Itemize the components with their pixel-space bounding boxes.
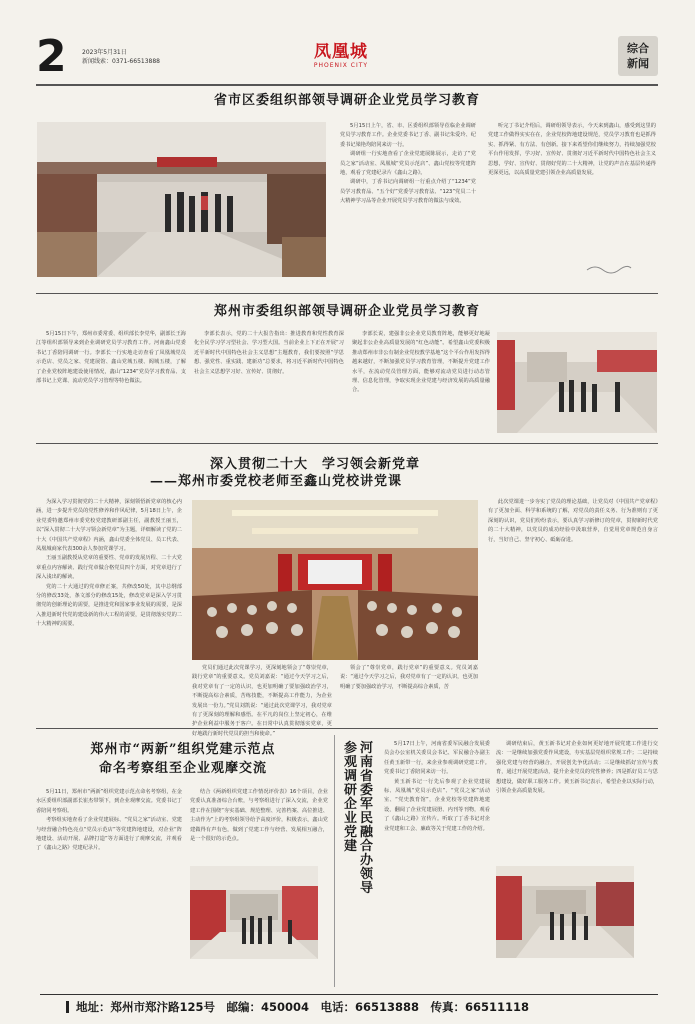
article-1-text-col2 <box>488 122 656 262</box>
divider-3 <box>36 728 658 729</box>
article-4-title-line1: 郑州市“两新”组织党建示范点 <box>90 742 276 757</box>
phoenix-city-logo <box>298 42 384 69</box>
column-divider <box>334 735 335 987</box>
article-3-para1: 为深入学习贯彻党的二十大精神，深刻领悟新党章的核心内涵，进一步提升党员的党性修养和作风纪律，5月18日上午，企业党委特邀郑州市委党校党建教研部副主任，副教授王丽玉，以“深入贯彻二十大学习领会新党章”为主题，详细解读了党的二十大《中国共产党章程》内涵，鑫山党委全体党员、员工代表、凤凰城商家代表300余人参加党课学习。 <box>36 499 182 553</box>
article-2-para1: 5月15日下午，郑州市委常委、组织部长李党华，副部长王海江等组织部领导来到企业调研党员学习教育工作。河南鑫山党委书记丁香陪同调研一行。李部长一行实地走访查看了凤凰城党员示范店、党员之家、党建展馆、鑫山党城五楼、阁城五楼，了解了企业党校阵地建设使用情况，鑫山“1234”党员学习教育品、支部书记上党课、流动党员学习管理等特色做法。 <box>36 331 186 385</box>
article-5-para3: 调研结束后，黄玉新书记对企业如何更好地开展党建工作进行交流：一是继续加强党委作风建设，夯实基层党组织常规工作；二是持续强化党建与经营的融合，开展创先争优活动；三是继续抓好宣传与教育，通过开展党建活动，提升企业党员的党性修养；四是抓好员工与思想建设，做好职工服务工作。黄玉新书记表示，希望企业以实际行动，引领企业高质量发展。 <box>496 741 658 795</box>
article-3-title-line1: 深入贯彻二十大 学习领会新党章 <box>210 457 421 472</box>
article-3-para2: 王丽玉副教授从党章的重要性、党章的发展历程、二十大党章重点内容解读、践行党章做合格党员四个方面，对党章进行了深入浅出的解读。 <box>36 555 182 581</box>
article-4-para3: 结合《两新组织党建工作情况评价表》16个项目，企业党委认真准备综合台账，与考察组进行了深入交流，企业党建工作在围绕“夯实基础、规范整理、完善档案、高位推进、主动作为”上的考察组领导给予高度评价，积极表示，鑫山党建做得有声有色，做到了党建工作与经营、发展相互融合，是一个很好的示范点。 <box>190 789 328 843</box>
footer-bar <box>66 1001 69 1013</box>
article-1-photo <box>37 122 326 277</box>
article-1-para1: 5月15日上午，省、市、区委组织部领导莅临企业调研党员学习教育工作。企业党委书记丁香、副书记朱爱玲、纪委书记梁艳均陪同来访一行。 <box>340 123 476 148</box>
header-rule <box>36 84 658 86</box>
section-badge <box>618 36 658 76</box>
article-4-photo <box>190 866 318 959</box>
article-5-para2: 黄玉新书记一行先后参观了企业党建展标、凤凰城“党员示范店”、“党员之家”活动室、“党史教育馆”，企业党校等党建阵地建设，翻阅了企业党建展册、内刊等刊物，观看了《鑫山之路》宣传片。听取了丁香书记对企业党建和工会、廉政等关于党建工作的介绍。 <box>384 778 490 832</box>
article-3-para4: 党员们通过此次党课学习，更深刻地领会了“尊崇党章，践行党章”的重要意义。党员刘嘉说：“通过今天学习之后，我对党章有了一定的认识，也更加明确了要加强政治学习，不断提高综合素质，苦练技能，不断提高工作能力，为企业发展出一份力。”党员刘凯说：“通过此次党课学习，我对党章有了更深刻的理解和感悟。在平凡的岗位上坚定初心，在维护企业利益中服务于客户。在日常中认真贯彻落实党章，更好地践行新时代党员的担当和使命。” <box>192 665 332 737</box>
article-4-text-col2 <box>190 788 328 860</box>
section-label-line1: 综合 <box>627 42 649 55</box>
page-footer <box>40 994 658 1017</box>
article-2-para3: 李部长说，建强非公企业党员教育阵地，能够更好地凝聚起非公企业高质量发展的“红色动能”。希望鑫山党委积极推动郑州市非公有制企业党校教学基地”这个平台作用发挥得越来越好，不断加强党员学习教育管理，不断提升党建工作水平，在流动党员管理方面，能够对流动党员进行动态管理、信息化管理，争取实现企业党建与经济发展的高质量融合。 <box>352 331 490 394</box>
article-1-title: 省市区委组织部领导调研企业党员学习教育 <box>213 93 480 108</box>
article-5-title-col1: 参观调研企业党建 <box>344 741 358 854</box>
article-3-text-col4 <box>488 498 658 720</box>
divider-1 <box>36 293 658 294</box>
article-3-para3: 党的二十大通过的党章修正案，共修改50处，其中总纲部分的修改33处，条文部分的修改15处，修改党章是深入学习贯彻党的创新理论的需要，是推进党和国家事业发展的需要，是深入推进新时代党的建设新的伟大工程的需要，是贯彻落实党的二十大精神的需要。 <box>36 583 182 628</box>
article-5-text-col2 <box>496 740 658 858</box>
article-5-photo <box>496 866 634 958</box>
article-5-title-col2: 河南省委军民融合办领导 <box>360 741 374 896</box>
page-header <box>36 31 658 82</box>
divider-2 <box>36 443 658 444</box>
article-3-text-col2 <box>192 664 332 737</box>
article-4-text-col1 <box>36 788 182 986</box>
article-4-para2: 考察组实地查看了企业党建展标、“党员之家”活动室、党建与经营融合特色亮点“党员示范店”等党建阵地建设，对企业“阵地建设、活动开展、品牌打造”等方面进行了观摩交流，并观看了《鑫山之路》党建纪录片。 <box>36 817 182 852</box>
article-3-title-line2: ——郑州市委党校老师至鑫山党校讲党课 <box>150 474 403 489</box>
news-hotline: 新闻线索：0371-66513888 <box>82 58 160 65</box>
article-1-para2: 调研组一行实地查看了企业党建展陈展示，走访了“党员之家”活动室、凤凰城“党员示范店”、鑫山党校等党建阵地，观看了党建纪录片《鑫山之路》。 <box>340 151 476 177</box>
page-number: 2 <box>36 31 67 82</box>
article-3-text-col1 <box>36 498 182 720</box>
logo-en: PHOENIX CITY <box>313 62 369 69</box>
header-meta <box>82 48 160 66</box>
logo-cn: 凤凰城 <box>314 42 368 62</box>
section-label-line2: 新闻 <box>627 57 649 70</box>
article-3-text-col3 <box>340 664 478 720</box>
article-2-photo <box>497 332 657 433</box>
issue-date: 2023年5月31日 <box>82 49 127 56</box>
article-4-title-line2: 命名考察组至企业观摩交流 <box>98 761 267 776</box>
article-5-para1: 5月17日上午，河南省委军民融合发展委员会办公室机关委员会书记、军民融合办副主任黄玉新带一行，来企业参观调研党建工作。党委书记丁香陪同来访一行。 <box>384 741 490 776</box>
ornament-icon <box>585 262 633 276</box>
article-4-para1: 5月11日，郑州市“两新”组织党建示范点命名考察组，在金水区委组织部副部长崔杰带领下，到企业观摩交流。党委书记丁香陪同考察组。 <box>36 789 182 814</box>
article-1-para4: 听完丁书记介绍后，调研组领导表示，今天来到鑫山，感受到这里的党建工作做得实实在在，企业党校阵地建设规范，党员学习教育也是抓得实、抓得紧、有方法、有创新。接下来希望你们继续努力，持续加强党校平台作用发挥，学习好、宣传好、贯彻好习近平新时代中国特色社会主义思想，学好、宣传好、贯彻好党的二十大精神，让党的声音在基层传递得更深更远，以高质量党建引领企业高质量发展。 <box>488 123 656 177</box>
article-1-para3: 调研中，丁香书记向调研组一行重点介绍了“1234”党员学习教育品、“五个好”党委学习教育法、“123”党员二十大精神学习品等企业开展党员学习教育的做法与成效。 <box>340 179 476 205</box>
article-2-text-col2 <box>194 330 344 438</box>
article-3-photo <box>192 500 478 660</box>
article-3-para4-cont: 领会了“尊崇党章，践行党章”的重要意义。党员刘嘉说：“通过今天学习之后，我对党章有了一定的认识，也更加明确了要加强政治学习，不断提高综合素质，苦 <box>340 665 478 690</box>
article-1-text-col1 <box>340 122 476 280</box>
footer-contact: 地址：郑州市郑汴路125号 邮编：450004 电话：66513888 传真：66511118 <box>76 1000 530 1014</box>
article-2-text-col3 <box>352 330 490 438</box>
article-2-title: 郑州市委组织部领导调研企业党员学习教育 <box>213 304 480 319</box>
article-5-text-col1 <box>384 740 490 986</box>
article-3-para5: 此次党课进一步夯实了党员的理论基础，让党员对《中国共产党章程》有了更加全面、科学和系统的了解，对党员的责任义务、行为准则有了更深刻的认识，党员们纷纷表示，要认真学习新修订的党章，贯彻新时代党的二十大精神，以党员的成功经验中汲取营养，自觉用党章规范自身言行，当好自己、坚守初心、砥砺奋进。 <box>488 499 658 543</box>
article-2-para2: 李部长表示，党的二十大报告指出：推进教育和党性教育深化全民学习学习型社会、学习型大国。当前企业上下正在开展“习近平新时代中国特色社会主义思想”主题教育，我们要按照“学思想、强党性、重实践、建新功”总要求，将习近平新时代中国特色社会主义思想学习好、宣传好、贯彻好。 <box>194 331 344 375</box>
article-2-text-col1 <box>36 330 186 438</box>
